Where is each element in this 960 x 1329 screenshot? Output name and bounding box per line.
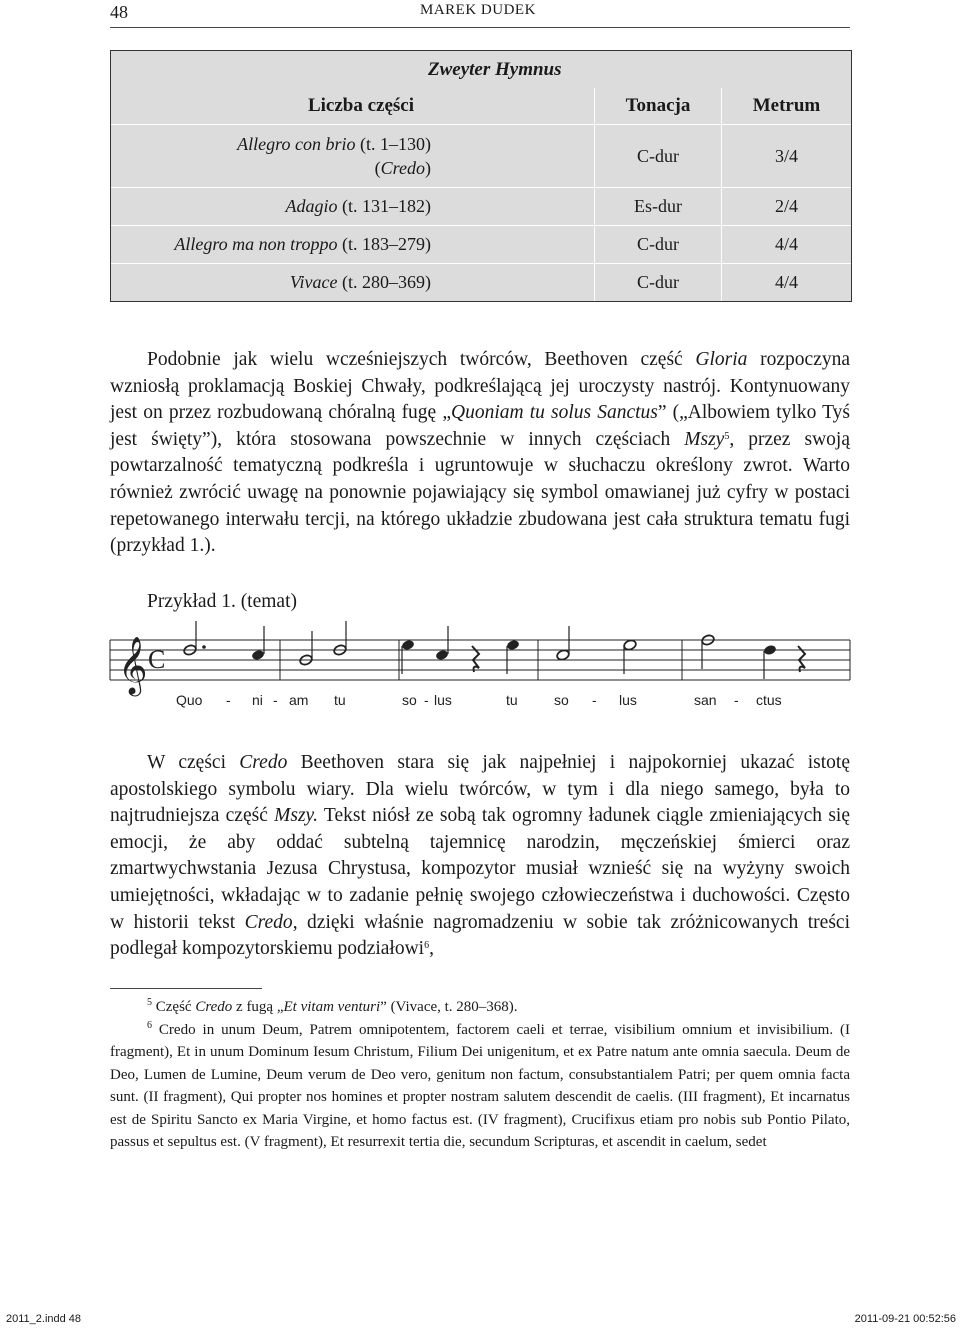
meter-cell: 2/4 [721,188,851,225]
running-head: MAREK DUDEK [420,2,536,18]
lyric-hyphen: - [424,692,429,708]
movement-table [110,50,852,302]
lyric-syllable: am [289,692,309,708]
body-paragraph-credo: W części Credo Beethoven stara się jak najpełniej i najpokorniej ukazać istotę apostolskiego symbolu wiary. Dla wielu twórców, w tym i dla niego samego, była to najtrudniejsza część Mszy. Tekst niósł ze sobą tak ogromny ładunek ciągle zmieniających się emocji, że aby oddać subtelną tajemnicę narodzin, męczeńskiej śmierci oraz zmartwychwstania Jezusa Chrystusa, kompozytor musiał wznieść się na wyżyny swoich umiejętności, wkładając w to zadanie pełnię swojego człowieczeństwa i duchowości. Często w historii tekst Credo, dzięki właśnie nagromadzeniu w sobie tak zróżnicowanych treści podlegał kompozytorskiemu podziałowi$^6$, [110,752,850,960]
footnote-6: $^6$ Credo in unum Deum, Patrem omnipotentem, factorem caeli et terrae, visibilium omnium et invisibilium. (I fragment), Et in unum Dominum Iesum Christum, Filium Dei unigenitum, et ex Patre natum ante omnia saecula. Deum de Deo, Lumen de Lumine, Deum verum de Deo vero, genitum non factum, consubstantialem Patri; per quem omnia facta sunt. (II fragment), Qui propter nos homines et propter nostram salutem descendit de caelis. (III fragment), Et incarnatus est de Spiritu Sancto ex Maria Virgine, et homo factus est. (IV fragment), Crucifixus etiam pro nobis sub Pontio Pilato, passus et sepultus est. (V fragment), Et resurrexit tertia die, secundum Scripturas, et ascendit in caelum, sedet [110,1019,850,1150]
music-example [108,618,853,713]
lyric-syllable: tu [334,692,346,708]
lyric-hyphen: - [592,692,597,708]
lyric-syllable: san [694,692,717,708]
print-slug-timestamp: 2011-09-21 00:52:56 [854,1313,956,1325]
lyric-syllable: so [554,692,569,708]
time-signature: C [148,645,166,674]
meter-cell: 4/4 [721,264,851,301]
meter-cell: 4/4 [721,226,851,263]
lyric-hyphen: - [226,692,231,708]
table-row [111,187,851,225]
footnotes [110,996,850,1154]
lyric-syllable: lus [619,692,637,708]
column-header-meter: Metrum [721,88,851,124]
table-row [111,124,851,187]
footnote-ref: 6 [424,940,430,952]
key-cell: Es-dur [594,188,721,225]
lyric-syllable: tu [506,692,518,708]
lyric-syllable: lus [434,692,452,708]
key-cell: C-dur [594,125,721,187]
key-cell: C-dur [594,264,721,301]
lyric-hyphen: - [273,692,278,708]
lyric-syllable: ctus [756,692,782,708]
lyric-hyphen: - [734,692,739,708]
column-header-part: Liczba części [307,95,414,116]
body-paragraph-gloria: Podobnie jak wielu wcześniejszych twórców, Beethoven część Gloria rozpoczyna wzniosłą proklamacją Boskiej Chwały, podkreślającą jej uroczysty nastrój. Kontynuowany jest on przez rozbudowaną chóralną fugę „Quoniam tu solus Sanctus” („Albowiem tylko Tyś jest święty”), która stosowana powszechnie w innych częściach Mszy$^5$, przez swoją powtarzalność tematyczną podkreśla i ugruntowuje w słuchaczu określony zwrot. Warto również zwrócić uwagę na ponownie pojawiający się symbol omawianej już cyfry w postaci repetowanego interwału tercji, na którego układzie zbudowana jest cała struktura tematu fugi (przykład 1.). [110,349,850,557]
lyric-syllable: Quo [176,692,203,708]
part-cell: Adagio (t. 131–182) [285,196,431,216]
part-cell: Vivace (t. 280–369) [289,272,431,292]
treble-clef-icon: 𝄞 [118,636,148,694]
table-title: Zweyter Hymnus [428,59,562,80]
column-header-key: Tonacja [594,88,721,124]
example-label: Przykład 1. (temat) [147,591,297,612]
lyric-syllable: ni [252,692,263,708]
table-row [111,225,851,263]
key-cell: C-dur [594,226,721,263]
meter-cell: 3/4 [721,125,851,187]
print-slug-file: 2011_2.indd 48 [6,1313,82,1325]
table-row [111,263,851,301]
footnote-divider [110,988,262,989]
table-header-row [111,88,851,124]
part-cell: Allegro con brio (t. 1–130) (Credo) [237,134,431,178]
page-header [110,0,850,28]
page-number: 48 [110,2,128,22]
footnote-ref: 5 [724,430,730,442]
part-cell: Allegro ma non troppo (t. 183–279) [174,234,431,254]
lyric-syllable: so [402,692,417,708]
footnote-5: $^5$ Część Credo z fugą „Et vitam venturi” (Vivace, t. 280–368). [147,997,518,1015]
